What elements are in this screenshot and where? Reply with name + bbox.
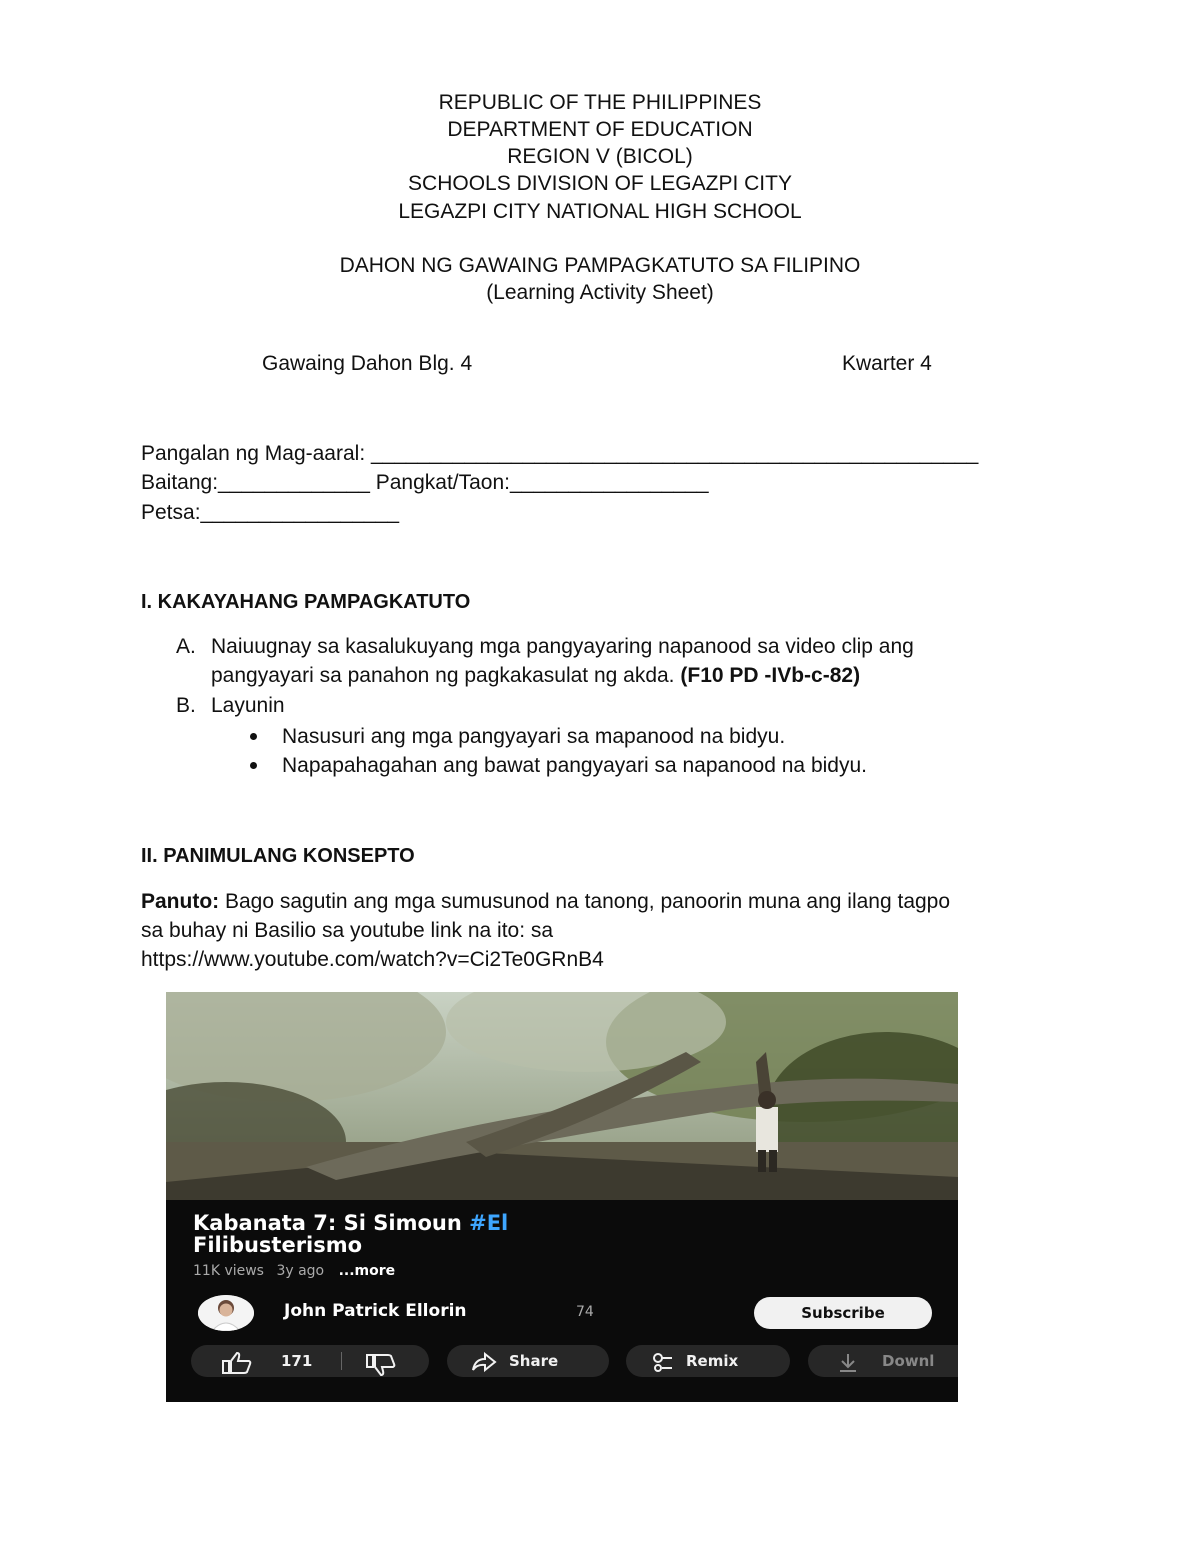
youtube-link[interactable]: https://www.youtube.com/watch?v=Ci2Te0GRnB4: [141, 948, 604, 971]
student-name-field: Pangalan ng Mag-aaral: ____________________________________________________: [141, 442, 979, 465]
instruction-line1: [141, 887, 950, 916]
section-1-heading: I. KAKAYAHANG PAMPAGKATUTO: [141, 591, 471, 613]
instruction-label: Panuto:: [141, 890, 220, 913]
video-title-line2[interactable]: Filibusterismo: [193, 1233, 363, 1257]
grade-section-field: Baitang:_____________ Pangkat/Taon:_________________: [141, 471, 709, 494]
share-label: Share: [509, 1352, 559, 1370]
remix-icon: [650, 1345, 676, 1377]
item-a-marker: A.: [176, 635, 196, 658]
competency-code: (F10 PD -IVb-c-82): [680, 664, 861, 687]
remix-button[interactable]: [626, 1345, 790, 1377]
thumbs-up-icon: [219, 1351, 255, 1375]
objective-item: Nasusuri ang mga pangyayari sa mapanood na bidyu.: [282, 725, 786, 748]
channel-avatar[interactable]: [198, 1295, 254, 1331]
bullet-icon: [250, 733, 257, 740]
video-info-panel: [166, 1200, 958, 1402]
sheet-number: Gawaing Dahon Blg. 4: [262, 352, 473, 375]
item-a-text: pangyayari sa panahon ng pagkakasulat ng akda.: [211, 664, 675, 687]
download-label: Downl: [882, 1352, 935, 1370]
share-icon: [471, 1345, 497, 1377]
dislike-button[interactable]: [363, 1348, 399, 1380]
header-division: SCHOOLS DIVISION OF LEGAZPI CITY: [408, 172, 792, 195]
video-thumbnail-forest[interactable]: [166, 992, 958, 1200]
avatar-icon: [198, 1295, 254, 1331]
like-dislike-group: [191, 1345, 429, 1377]
upload-age: 3y ago: [276, 1263, 325, 1279]
remix-label: Remix: [686, 1352, 739, 1370]
objective-item: Napapahagahan ang bawat pangyayari sa napanood na bidyu.: [282, 754, 867, 777]
header-school: LEGAZPI CITY NATIONAL HIGH SCHOOL: [398, 200, 802, 223]
bullet-icon: [250, 762, 257, 769]
subscriber-count: 74: [576, 1304, 594, 1320]
item-a-text-line1: Naiuugnay sa kasalukuyang mga pangyayaring napanood sa video clip ang: [211, 635, 914, 658]
item-b-marker: B.: [176, 694, 196, 717]
instruction-line2: sa buhay ni Basilio sa youtube link na ito: sa: [141, 919, 554, 942]
view-count: 11K views: [193, 1263, 264, 1279]
header-republic: REPUBLIC OF THE PHILIPPINES: [438, 91, 762, 114]
item-b-label: Layunin: [211, 694, 285, 717]
divider: [341, 1352, 342, 1370]
video-hashtag[interactable]: #El: [469, 1211, 509, 1235]
like-button[interactable]: [219, 1346, 255, 1378]
channel-name[interactable]: John Patrick Ellorin: [284, 1301, 467, 1321]
header-region: REGION V (BICOL): [507, 145, 693, 168]
like-count: 171: [281, 1352, 313, 1370]
page-subtitle: (Learning Activity Sheet): [486, 281, 714, 304]
video-meta: [193, 1263, 395, 1279]
item-a-text-line2: [211, 661, 860, 690]
youtube-screenshot: [166, 992, 958, 1402]
video-title-line1[interactable]: [193, 1212, 508, 1235]
more-link[interactable]: ...more: [338, 1263, 396, 1279]
thumbs-down-icon: [363, 1353, 399, 1377]
page-title: DAHON NG GAWAING PAMPAGKATUTO SA FILIPINO: [339, 254, 861, 277]
quarter-label: Kwarter 4: [842, 352, 932, 375]
share-button[interactable]: [447, 1345, 609, 1377]
download-button[interactable]: [808, 1345, 958, 1377]
instruction-text: Bago sagutin ang mga sumusunod na tanong, panoorin muna ang ilang tagpo: [219, 890, 951, 913]
header-department: DEPARTMENT OF EDUCATION: [447, 118, 753, 141]
video-title-text: Kabanata 7: Si Simoun: [193, 1211, 470, 1235]
section-2-heading: II. PANIMULANG KONSEPTO: [141, 845, 415, 867]
date-field: Petsa:_________________: [141, 501, 400, 524]
subscribe-button[interactable]: Subscribe: [754, 1297, 932, 1329]
download-icon: [836, 1345, 860, 1377]
